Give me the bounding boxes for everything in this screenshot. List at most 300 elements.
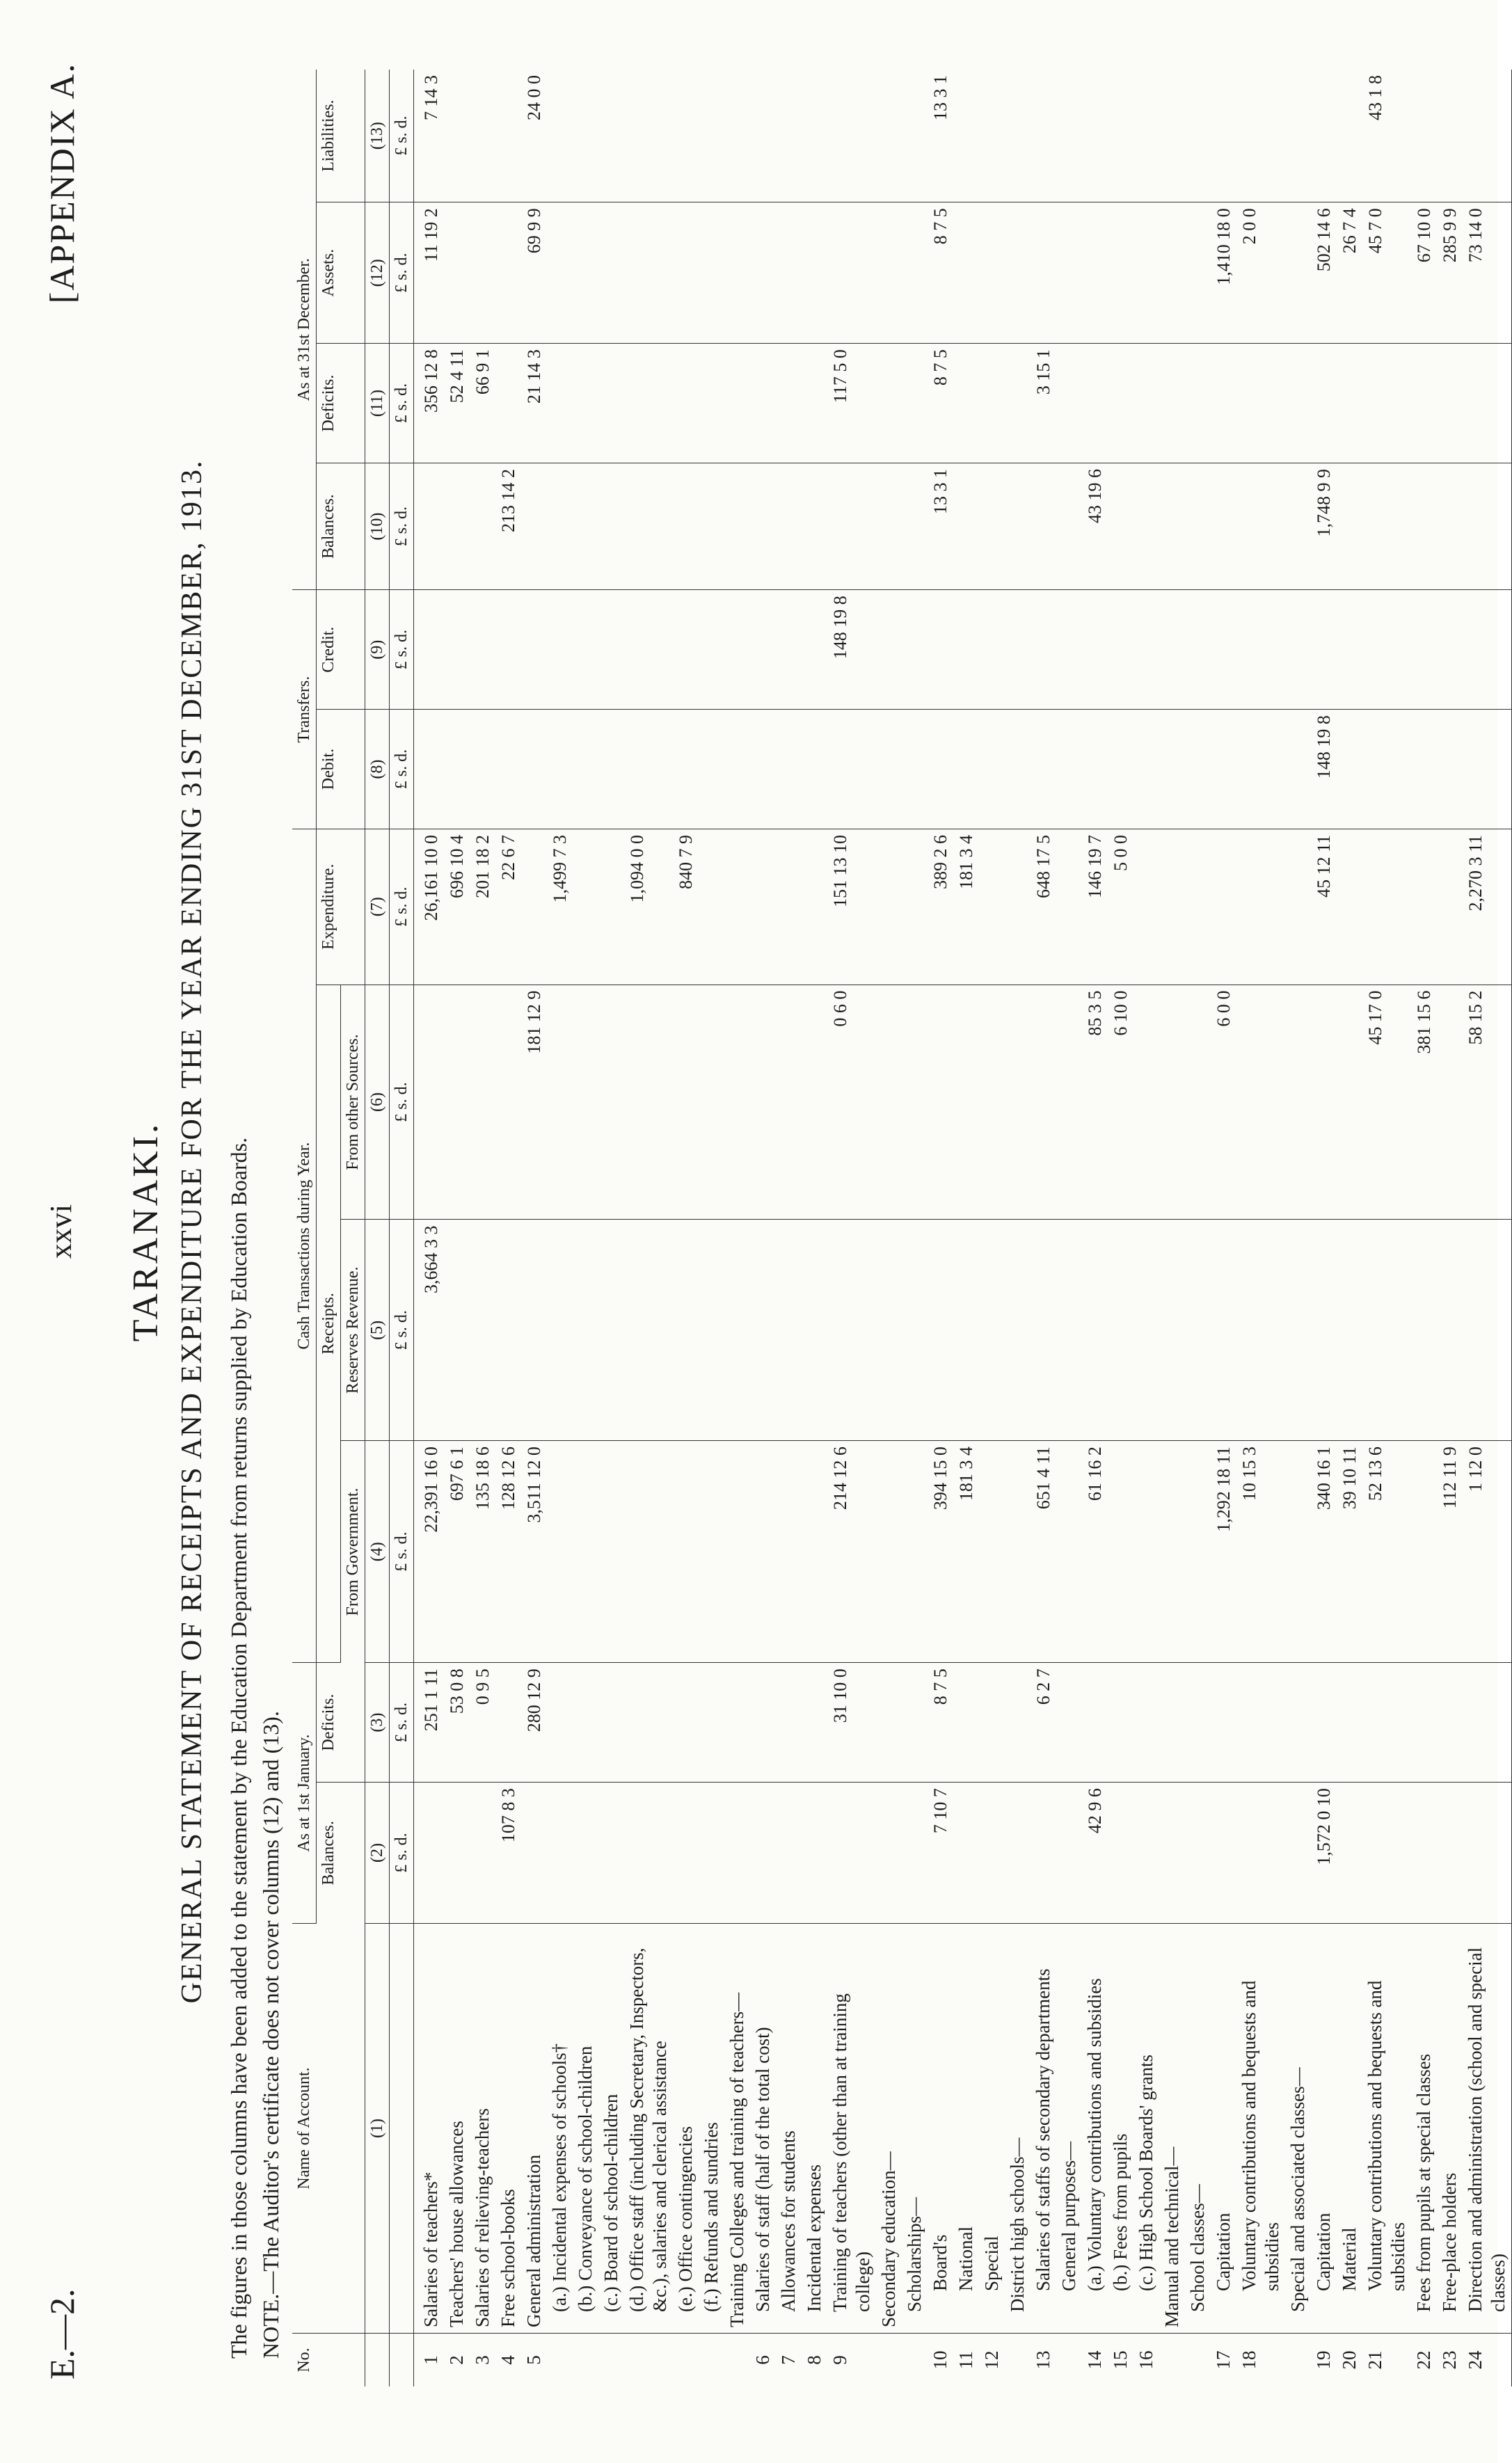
- cell-c4: 10 15 3: [1236, 1441, 1285, 1663]
- cell-c13: [1030, 70, 1056, 202]
- cell-c6: 0 6 0: [827, 985, 876, 1220]
- table-row: [521, 70, 547, 2386]
- cell-c3: 280 12 9: [521, 1663, 547, 1783]
- cell-c6: [624, 985, 673, 1220]
- cell-c9: [876, 590, 902, 710]
- cell-c4: 39 10 11: [1337, 1441, 1362, 1663]
- cell-c2: 107 8 3: [495, 1783, 521, 1924]
- account-name: Secondary education—: [876, 1924, 902, 2334]
- cell-c5: [750, 1220, 776, 1441]
- cell-c12: 11 19 2: [414, 202, 445, 344]
- cell-c5: [979, 1220, 1005, 1441]
- cell-c6: 45 17 0: [1362, 985, 1411, 1220]
- cell-c2: [624, 1783, 673, 1924]
- cell-c3: [1056, 1663, 1082, 1783]
- cell-c3: [776, 1663, 802, 1783]
- cell-c7: [521, 829, 547, 985]
- cell-c13: [1211, 70, 1236, 202]
- cell-c5: [470, 1220, 495, 1441]
- cell-c3: [1411, 1663, 1437, 1783]
- row-number: [902, 2334, 928, 2387]
- cell-c2: [1337, 1783, 1362, 1924]
- table-row: [1236, 70, 1285, 2386]
- cell-c5: [724, 1220, 750, 1441]
- cell-c7: 181 3 4: [953, 829, 979, 985]
- row-number: 14: [1084, 2350, 1105, 2370]
- row-number: 22: [1413, 2350, 1434, 2370]
- cell-c3: 53 0 8: [444, 1663, 470, 1783]
- account-name: Special and associated classes—: [1285, 1924, 1311, 2334]
- cell-c10: [902, 463, 928, 590]
- cell-c12: 8 7 5: [928, 202, 953, 344]
- cell-c11: [902, 344, 928, 463]
- cell-c6: [414, 985, 445, 1220]
- row-number: 7: [778, 2355, 799, 2365]
- col-header-c2: Balances.: [317, 1783, 365, 1924]
- row-number: 3: [472, 2355, 493, 2365]
- cell-c10: [1236, 463, 1285, 590]
- account-name: Allowances for students: [776, 1924, 802, 2334]
- figures-note: The figures in those columns have been added to the statement by the Education Department from returns supplied by Education Boards.: [226, 1137, 251, 2359]
- cell-c6: [547, 985, 573, 1220]
- cell-c12: 45 7 0: [1362, 202, 1411, 344]
- group-header-jan: As at 1st January.: [292, 1663, 317, 1924]
- cell-c10: [802, 463, 827, 590]
- row-number: 24: [1463, 2334, 1512, 2387]
- col-unit: [390, 2334, 414, 2387]
- cell-c11: [724, 344, 750, 463]
- col-header-c12: Assets.: [317, 202, 365, 344]
- cell-c8: [979, 710, 1005, 829]
- cell-c6: 85 3 5: [1082, 985, 1108, 1220]
- cell-c4: [724, 1441, 750, 1663]
- cell-c8: [776, 710, 802, 829]
- cell-c5: [1211, 1220, 1236, 1441]
- cell-c8: [953, 710, 979, 829]
- cell-c7: [1236, 829, 1285, 985]
- cell-c8: [1159, 710, 1185, 829]
- cell-c10: 213 14 2: [495, 463, 521, 590]
- group-header-receipts: Receipts.: [317, 985, 341, 1663]
- cell-c4: [1159, 1441, 1185, 1663]
- account-name: Capitation: [1211, 1924, 1236, 2334]
- cell-c10: [827, 463, 876, 590]
- cell-c9: [1337, 590, 1362, 710]
- cell-c7: [750, 829, 776, 985]
- cell-c8: [470, 710, 495, 829]
- cell-c3: [573, 1663, 598, 1783]
- cell-c2: [547, 1783, 573, 1924]
- cell-c13: 13 3 1: [928, 70, 953, 202]
- cell-c6: [444, 985, 470, 1220]
- cell-c3: 8 7 5: [928, 1663, 953, 1783]
- table-row: [470, 70, 495, 2386]
- cell-c6: [1285, 985, 1311, 1220]
- cell-c10: [414, 463, 445, 590]
- cell-c2: [1056, 1783, 1082, 1924]
- cell-c13: [1056, 70, 1082, 202]
- cell-c7: 26,161 10 0: [414, 829, 445, 985]
- cell-c9: [470, 590, 495, 710]
- cell-c12: [1133, 202, 1159, 344]
- cell-c11: [1411, 344, 1437, 463]
- cell-c12: [1082, 202, 1108, 344]
- cell-c13: [776, 70, 802, 202]
- cell-c9: [521, 590, 547, 710]
- row-number: [1005, 2334, 1030, 2387]
- row-number: 12: [981, 2350, 1002, 2370]
- cell-c5: [1236, 1220, 1285, 1441]
- cell-c7: 151 13 10: [827, 829, 876, 985]
- cell-c9: [1236, 590, 1285, 710]
- cell-c10: [1030, 463, 1056, 590]
- cell-c6: [928, 985, 953, 1220]
- account-name: Direction and administration (school and special classes): [1463, 1924, 1512, 2334]
- cell-c3: [1211, 1663, 1236, 1783]
- cell-c6: [495, 985, 521, 1220]
- cell-c6: [1185, 985, 1211, 1220]
- cell-c2: [1463, 1783, 1512, 1924]
- cell-c10: [876, 463, 902, 590]
- cell-c13: [902, 70, 928, 202]
- cell-c11: [1362, 344, 1411, 463]
- col-number: (10): [365, 463, 390, 590]
- cell-c3: 6 2 7: [1030, 1663, 1056, 1783]
- table-row: [573, 70, 598, 2386]
- cell-c13: [1236, 70, 1285, 202]
- cell-c11: [876, 344, 902, 463]
- account-name: Manual and technical—: [1159, 1924, 1185, 2334]
- cell-c10: [470, 463, 495, 590]
- account-name: (a.) Incidental expenses of schools†: [547, 1924, 573, 2334]
- cell-c2: [750, 1783, 776, 1924]
- cell-c2: [673, 1783, 699, 1924]
- cell-c6: [979, 985, 1005, 1220]
- cell-c13: [827, 70, 876, 202]
- cell-c3: [724, 1663, 750, 1783]
- row-number: 23: [1439, 2350, 1460, 2370]
- col-header-c5: Reserves Revenue.: [341, 1220, 365, 1441]
- cell-c7: 1,094 0 0: [624, 829, 673, 985]
- cell-c3: [1185, 1663, 1211, 1783]
- row-number: 13: [1033, 2350, 1053, 2370]
- cell-c4: [699, 1441, 724, 1663]
- account-name: Free school-books: [495, 1924, 521, 2334]
- cell-c4: 1 12 0: [1463, 1441, 1512, 1663]
- cell-c6: [598, 985, 624, 1220]
- table-row: [1082, 70, 1108, 2386]
- cell-c13: [444, 70, 470, 202]
- cell-c3: [802, 1663, 827, 1783]
- cell-c11: [1463, 344, 1512, 463]
- cell-c11: 356 12 8: [414, 344, 445, 463]
- cell-c2: 42 9 6: [1082, 1783, 1108, 1924]
- cell-c11: [1133, 344, 1159, 463]
- cell-c10: [598, 463, 624, 590]
- col-unit: £ s. d.: [390, 1441, 414, 1663]
- table-row: [1362, 70, 1411, 2386]
- row-number: 6: [752, 2355, 773, 2365]
- cell-c6: [1056, 985, 1082, 1220]
- cell-c13: [1337, 70, 1362, 202]
- cell-c7: [1211, 829, 1236, 985]
- row-number: [876, 2334, 902, 2387]
- col-header-c11: Deficits.: [317, 344, 365, 463]
- cell-c4: [1411, 1441, 1437, 1663]
- cell-c4: 394 15 0: [928, 1441, 953, 1663]
- col-number: (5): [365, 1220, 390, 1441]
- cell-c6: [1133, 985, 1159, 1220]
- account-name: (f.) Refunds and sundries: [699, 1924, 724, 2334]
- table-row: [598, 70, 624, 2386]
- cell-c9: [1211, 590, 1236, 710]
- cell-c9: [444, 590, 470, 710]
- cell-c10: [750, 463, 776, 590]
- cell-c7: 648 17 5: [1030, 829, 1056, 985]
- row-number: [1285, 2334, 1311, 2387]
- cell-c2: [1133, 1783, 1159, 1924]
- cell-c11: 21 14 3: [521, 344, 547, 463]
- cell-c12: [1056, 202, 1082, 344]
- row-number: 18: [1239, 2350, 1259, 2370]
- cell-c4: [624, 1441, 673, 1663]
- cell-c13: [573, 70, 598, 202]
- cell-c3: [979, 1663, 1005, 1783]
- cell-c5: [776, 1220, 802, 1441]
- col-unit: £ s. d.: [390, 1220, 414, 1441]
- col-header-c4: From Government.: [341, 1441, 365, 1663]
- cell-c3: [1463, 1663, 1512, 1783]
- cell-c6: [1311, 985, 1337, 1220]
- account-name: Free-place holders: [1437, 1924, 1463, 2334]
- cell-c9: [624, 590, 673, 710]
- table-row: [1056, 70, 1082, 2386]
- table-row: [1311, 70, 1337, 2386]
- col-unit: £ s. d.: [390, 1663, 414, 1783]
- cell-c13: [802, 70, 827, 202]
- cell-c2: [470, 1783, 495, 1924]
- col-header-no: No.: [292, 2334, 365, 2387]
- cell-c6: [876, 985, 902, 1220]
- cell-c9: [724, 590, 750, 710]
- cell-c12: 502 14 6: [1311, 202, 1337, 344]
- cell-c13: [1108, 70, 1133, 202]
- col-unit: £ s. d.: [390, 710, 414, 829]
- cell-c13: [1285, 70, 1311, 202]
- table-row: [1285, 70, 1311, 2386]
- cell-c5: [876, 1220, 902, 1441]
- cell-c8: [928, 710, 953, 829]
- cell-c12: [573, 202, 598, 344]
- cell-c8: [1082, 710, 1108, 829]
- cell-c6: 58 15 2: [1463, 985, 1512, 1220]
- cell-c10: 43 19 6: [1082, 463, 1108, 590]
- cell-c6: 6 10 0: [1108, 985, 1133, 1220]
- cell-c9: [1159, 590, 1185, 710]
- row-number: [547, 2334, 573, 2387]
- cell-c10: [1437, 463, 1463, 590]
- cell-c12: 285 9 9: [1437, 202, 1463, 344]
- cell-c3: [953, 1663, 979, 1783]
- cell-c12: [953, 202, 979, 344]
- account-name: Fees from pupils at special classes: [1411, 1924, 1437, 2334]
- cell-c9: [1437, 590, 1463, 710]
- cell-c8: [750, 710, 776, 829]
- cell-c4: [902, 1441, 928, 1663]
- cell-c8: [1337, 710, 1362, 829]
- col-unit: £ s. d.: [390, 70, 414, 202]
- cell-c5: [624, 1220, 673, 1441]
- cell-c8: [573, 710, 598, 829]
- cell-c11: [1285, 344, 1311, 463]
- col-number: [365, 2334, 390, 2387]
- row-number: [598, 2334, 624, 2387]
- cell-c12: [750, 202, 776, 344]
- cell-c12: [876, 202, 902, 344]
- cell-c5: [827, 1220, 876, 1441]
- cell-c3: [1362, 1663, 1411, 1783]
- table-row: [1185, 70, 1211, 2386]
- col-unit: £ s. d.: [390, 463, 414, 590]
- row-number: 21: [1364, 2350, 1385, 2370]
- cell-c8: [444, 710, 470, 829]
- cell-c3: [1159, 1663, 1185, 1783]
- cell-c4: [1285, 1441, 1311, 1663]
- cell-c3: [876, 1663, 902, 1783]
- cell-c13: [699, 70, 724, 202]
- cell-c11: [673, 344, 699, 463]
- cell-c2: [776, 1783, 802, 1924]
- col-number: (12): [365, 202, 390, 344]
- account-name: School classes—: [1185, 1924, 1211, 2334]
- cell-c13: [1411, 70, 1437, 202]
- cell-c12: [827, 202, 876, 344]
- cell-c12: [495, 202, 521, 344]
- cell-c8: [802, 710, 827, 829]
- cell-c5: [547, 1220, 573, 1441]
- row-number: 19: [1313, 2350, 1334, 2370]
- cell-c7: [776, 829, 802, 985]
- cell-c8: [876, 710, 902, 829]
- cell-c5: [1362, 1220, 1411, 1441]
- row-number: [1056, 2334, 1082, 2387]
- cell-c12: [444, 202, 470, 344]
- account-name: National: [953, 1924, 979, 2334]
- cell-c4: 651 4 11: [1030, 1441, 1056, 1663]
- account-name: (c.) Board of school-children: [598, 1924, 624, 2334]
- cell-c11: 52 4 11: [444, 344, 470, 463]
- cell-c9: [495, 590, 521, 710]
- account-name: Salaries of teachers*: [414, 1924, 445, 2334]
- cell-c12: [1005, 202, 1030, 344]
- cell-c4: [750, 1441, 776, 1663]
- col-unit: £ s. d.: [390, 1783, 414, 1924]
- cell-c7: [876, 829, 902, 985]
- cell-c9: [1285, 590, 1311, 710]
- cell-c12: [1108, 202, 1133, 344]
- cell-c6: [470, 985, 495, 1220]
- cell-c2: [1185, 1783, 1211, 1924]
- cell-c2: [1211, 1783, 1236, 1924]
- cell-c4: 1,292 18 11: [1211, 1441, 1236, 1663]
- cell-c8: [1437, 710, 1463, 829]
- cell-c11: [1437, 344, 1463, 463]
- cell-c2: [876, 1783, 902, 1924]
- cell-c5: [1056, 1220, 1082, 1441]
- col-number: (8): [365, 710, 390, 829]
- cell-c2: [1362, 1783, 1411, 1924]
- cell-c13: [1082, 70, 1108, 202]
- statement-title: GENERAL STATEMENT OF RECEIPTS AND EXPENDITURE FOR THE YEAR ENDING 31ST DECEMBER, 1913.: [176, 459, 208, 2004]
- page-ref-left: E.—2.: [42, 2288, 81, 2380]
- cell-c10: [1159, 463, 1185, 590]
- cell-c6: [673, 985, 699, 1220]
- auditor-note: NOTE.—The Auditor's certificate does not cover columns (12) and (13).: [258, 1711, 283, 2359]
- cell-c3: [598, 1663, 624, 1783]
- cell-c8: [1005, 710, 1030, 829]
- cell-c13: 43 1 8: [1362, 70, 1411, 202]
- account-name: (d.) Office staff (including Secretary, Inspectors, &c.), salaries and clerical assistance: [624, 1924, 673, 2334]
- cell-c8: [624, 710, 673, 829]
- cell-c12: [1185, 202, 1211, 344]
- cell-c11: [1236, 344, 1285, 463]
- col-number: (3): [365, 1663, 390, 1783]
- cell-c13: 7 14 3: [414, 70, 445, 202]
- cell-c6: [1236, 985, 1285, 1220]
- row-number: 17: [1213, 2350, 1234, 2370]
- cell-c13: [1133, 70, 1159, 202]
- cell-c7: 45 12 11: [1311, 829, 1337, 985]
- cell-c3: [1108, 1663, 1133, 1783]
- col-unit: [390, 1924, 414, 2334]
- cell-c5: [1159, 1220, 1185, 1441]
- table-row: [928, 70, 953, 2386]
- cell-c3: [750, 1663, 776, 1783]
- cell-c4: [1108, 1441, 1133, 1663]
- cell-c11: [750, 344, 776, 463]
- cell-c13: [495, 70, 521, 202]
- cell-c12: [673, 202, 699, 344]
- cell-c8: [1133, 710, 1159, 829]
- cell-c5: [1337, 1220, 1362, 1441]
- cell-c8: 148 19 8: [1311, 710, 1337, 829]
- col-header-c13: Liabilities.: [317, 70, 365, 202]
- col-header-c10: Balances.: [317, 463, 365, 590]
- cell-c10: [1337, 463, 1362, 590]
- cell-c11: [624, 344, 673, 463]
- col-header-c9: Credit.: [317, 590, 365, 710]
- col-number: (1): [365, 1924, 390, 2334]
- row-number: 20: [1339, 2350, 1360, 2370]
- cell-c3: [1311, 1663, 1337, 1783]
- cell-c7: [1285, 829, 1311, 985]
- cell-c9: [1005, 590, 1030, 710]
- account-name: (e.) Office contingencies: [673, 1924, 699, 2334]
- cell-c11: [547, 344, 573, 463]
- table-row: [953, 70, 979, 2386]
- table-row: [979, 70, 1005, 2386]
- row-number: 15: [1110, 2350, 1131, 2370]
- cell-c5: [802, 1220, 827, 1441]
- col-number: (4): [365, 1441, 390, 1663]
- cell-c7: [1159, 829, 1185, 985]
- cell-c10: [1411, 463, 1437, 590]
- cell-c3: [1133, 1663, 1159, 1783]
- table-row: [1337, 70, 1362, 2386]
- cell-c8: [1285, 710, 1311, 829]
- cell-c13: [1437, 70, 1463, 202]
- cell-c4: [776, 1441, 802, 1663]
